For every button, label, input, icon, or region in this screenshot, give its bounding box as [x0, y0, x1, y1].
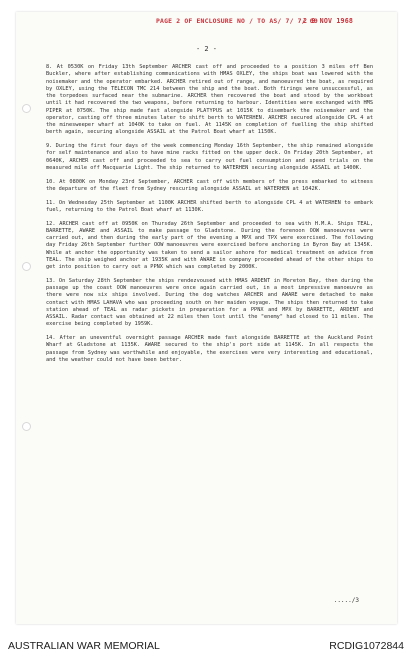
- archive-credit: AUSTRALIAN WAR MEMORIAL: [8, 640, 160, 652]
- archive-reference: RCDIG1072844: [329, 640, 404, 652]
- enclosure-stamp: PAGE 2 OF ENCLOSURE NO / TO AS/ 7/ 7/ 09: [156, 17, 318, 25]
- paragraph-10: 10. At 0800K on Monday 23rd September, ARCHER cast off with members of the press embarked to witness the departure of the fleet from Sydney rescuring alongside ASSAIL at WATERHEN at 1042K.: [46, 178, 373, 192]
- paragraph-14: 14. After an uneventful overnight passage ARCHER made fast alongside BARRETTE at the Auckland Point Wharf at Gladstone at 1135K. AWARE secured to the ship's port side at 1145K. In all respects the passage from Sydney was worthwhile and enjoyable, the exercises were very interesting and educational, and the weather could not have been better.: [46, 335, 373, 363]
- paragraph-8: 8. At 0530K on Friday 13th September ARCHER cast off and proceeded to a position 3 miles off Ben Buckler, where after establishing communications with HMAS OXLEY, the ships boat was lowered with the noisemaker and the operator embarked. ARCHER retired out of range, and manoeuvred the boat, as required by OXLEY, using the TELECON TMC 214 between the ship and the boat. Both firings were unsuccessful, as the torpedoes surfaced near the submarine. ARCHER then recovered the boat and stood by the workboat until it had recovered the two weapons, before returning to harbour. Identities were exchanged with HMS PIPER at 0750K. The ship made fast alongside PLATYPUS at 1015K to disembark the noisemaker and the operator, casting off three minutes later to shift berth to WATERHEN. ARCHER secured alongside CPL 4 at the minesweeper wharf at 1040K to take on fuel. At 1145K on completion of fuelling the ship shifted berth again, securing alongside ASSAIL at the Patrol Boat wharf at 1150K.: [46, 64, 373, 136]
- paragraph-12: 12. ARCHER cast off at 0950K on Thursday 26th September and proceeded to sea with H.M.A. Ships TEAL, BARRETTE, AWARE and ASSAIL to make passage to Gladstone. During the forenoon OOW manoeuvres were carried out, and then during the early part of the evening a MPX and TPX were exercised. The following day Friday 26th September further OOW manoeuvres were exercised before anchoring in Byron Bay at 1345K. While at anchor the opportunity was taken to send a sailor ashore for medical treatment on advice from TEAL. The ship weighed anchor at 1935K and with AWARE in company proceeded ahead of the other ships to get into position to carry out a PPNX which was completed by 2000K.: [46, 220, 373, 270]
- continuation-marker: ...../3: [333, 597, 359, 604]
- paragraph-13: 13. On Saturday 28th September the ships rendezvoused with HMAS ARDENT in Moreton Bay, then during the passage up the coast OOW manoeuvres were once again carried out, in a most impressive manoeuvre as there were now six ships involved. During the dog watches ARCHER and AWARE were detached to make contact with HMAS LAHAVA who was proceeding south on her maiden voyage. The ships then returned to take station ahead of TEAL as radar pickets in preparation for a PPNX and MPX by BARRETTE, ARDENT and ASSAIL. Radar contact was obtained at 22 miles then lost until the "enemy" had closed to 11 miles. The exercise being completed by 1959K.: [46, 277, 373, 328]
- page-number: - 2 -: [195, 45, 218, 53]
- paragraph-9: 9. During the first four days of the week commencing Monday 16th September, the ship remained alongside for self maintenance and also to have mine racks fitted on the upper deck. On Friday 20th September, at 0640K, ARCHER cast off and proceeded to sea to carry out fuel consumption and speed trials on the measured mile off Macquarie Light. The ship returned to WATERHEN securing alongside ASSAIL at 1400K.: [46, 143, 373, 171]
- punch-hole: [22, 422, 31, 431]
- archive-footer: [0, 636, 412, 666]
- punch-hole: [22, 262, 31, 271]
- paragraph-11: 11. On Wednesday 25th September at 1100K ARCHER shifted berth to alongside CPL 4 at WATERHEN to embark fuel, returning to the Patrol Boat wharf at 1130K.: [46, 199, 373, 213]
- document-page: [16, 12, 397, 624]
- date-stamp: 2 9 NOV 1968: [303, 17, 354, 25]
- report-body: [46, 64, 373, 371]
- punch-hole: [22, 104, 31, 113]
